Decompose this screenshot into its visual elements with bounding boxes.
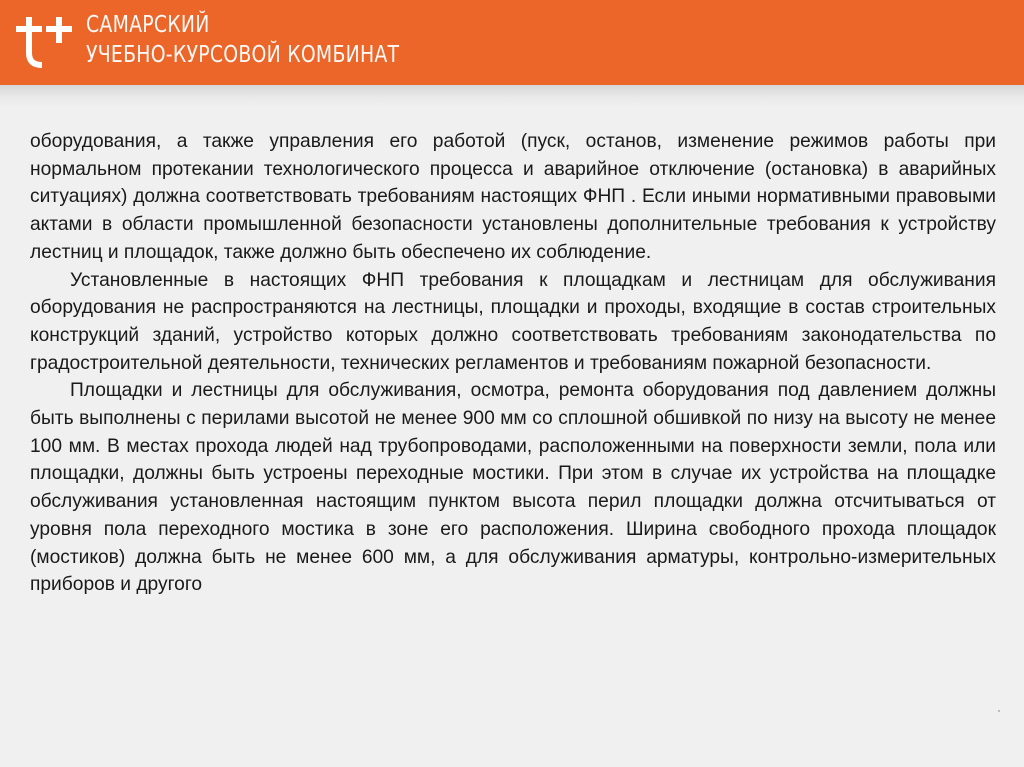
paragraph-continuation: оборудования, а также управления его работой (пуск, останов, изменение режимов работы при нормальном протекании технологического процесса и аварийное отключение (остановка) в аварийных ситуациях) должна соответствовать требованиям настоящих ФНП . Если иными нормативными правовыми актами в области промышленной безопасности установлены дополнительные требования к устройству лестниц и площадок, также должно быть обеспечено их соблюдение. — [30, 131, 996, 263]
decorative-dot — [998, 710, 1000, 712]
header-shadow — [0, 85, 1024, 107]
paragraph-fnp-requirements: Установленные в настоящих ФНП требования к площадкам и лестницам для обслуживания оборудования не распространяются на лестницы, площадки и проходы, входящие в состав строительных конструкций зданий, устройство которых должно соответствовать требованиям законодательства по градостроительной деятельности, технических регламентов и требованиям пожарной безопасности. — [30, 269, 996, 374]
document-body — [30, 128, 996, 599]
brand-line-2: УЧЕБНО-КУРСОВОЙ КОМБИНАТ — [86, 42, 400, 68]
header-bar — [0, 0, 1024, 85]
brand-line-1: САМАРСКИЙ — [86, 12, 210, 38]
brand-name — [86, 10, 399, 70]
paragraph-platforms-ladders: Площадки и лестницы для обслуживания, осмотра, ремонта оборудования под давлением должны быть выполнены с перилами высотой не менее 900 мм со сплошной обшивкой по низу на высоту не менее 100 мм. В местах прохода людей над трубопроводами, расположенными на поверхности земли, пола или площадки, должны быть устроены переходные мостики. При этом в случае их устройства на площадке обслуживания установленная настоящим пунктом высота перил площадки должна отсчитываться от уровня пола переходного мостика в зоне его расположения. Ширина свободного прохода площадок (мостиков) должна быть не менее 600 мм, а для обслуживания арматуры, контрольно-измерительных приборов и другого — [30, 380, 996, 596]
tt-plus-logo-icon — [14, 13, 74, 73]
